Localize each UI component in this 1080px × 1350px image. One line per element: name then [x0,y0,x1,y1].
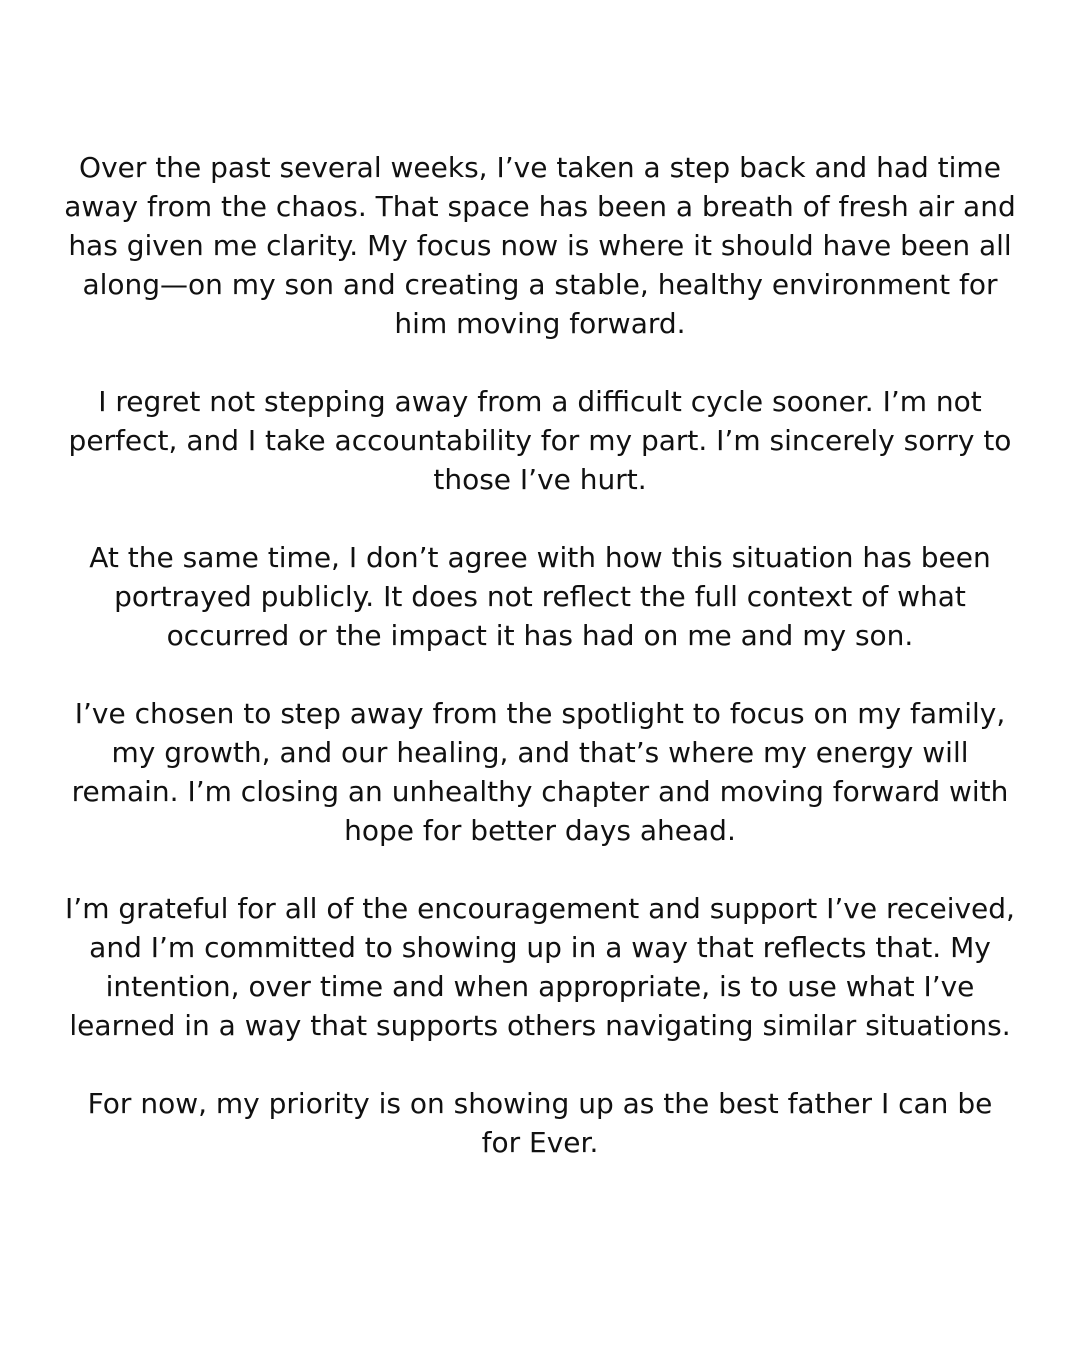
paragraph-line: along—on my son and creating a stable, healthy environment for [82,268,998,301]
paragraph-line: Over the past several weeks, I’ve taken a step back and had time [79,151,1001,184]
paragraph-line: perfect, and I take accountability for my part. I’m sincerely sorry to [68,424,1012,457]
statement-body [0,148,1080,1162]
paragraph-line: At the same time, I don’t agree with how this situation has been [89,541,991,574]
paragraph-line: I’ve chosen to step away from the spotlight to focus on my family, [74,697,1006,730]
paragraph-line: For now, my priority is on showing up as the best father I can be [87,1087,993,1120]
paragraph-3 [60,538,1020,655]
paragraph-line: I regret not stepping away from a difficult cycle sooner. I’m not [98,385,982,418]
paragraph-line: occurred or the impact it has had on me and my son. [166,619,914,652]
paragraph-line: intention, over time and when appropriate, is to use what I’ve [105,970,975,1003]
paragraph-6 [60,1084,1020,1162]
paragraph-line: remain. I’m closing an unhealthy chapter and moving forward with [71,775,1009,808]
paragraph-4 [60,694,1020,850]
paragraph-5 [60,889,1020,1045]
paragraph-line: portrayed publicly. It does not reflect the full context of what [114,580,966,613]
paragraph-1 [60,148,1020,343]
paragraph-line: those I’ve hurt. [433,463,647,496]
paragraph-line: I’m grateful for all of the encouragement and support I’ve received, [65,892,1015,925]
paragraph-line: him moving forward. [394,307,686,340]
paragraph-line: for Ever. [481,1126,599,1159]
paragraph-line: has given me clarity. My focus now is where it should have been all [68,229,1012,262]
paragraph-line: learned in a way that supports others navigating similar situations. [69,1009,1011,1042]
paragraph-line: hope for better days ahead. [344,814,736,847]
paragraph-line: away from the chaos. That space has been a breath of fresh air and [64,190,1016,223]
paragraph-2 [60,382,1020,499]
paragraph-line: my growth, and our healing, and that’s where my energy will [111,736,969,769]
paragraph-line: and I’m committed to showing up in a way that reflects that. My [89,931,991,964]
